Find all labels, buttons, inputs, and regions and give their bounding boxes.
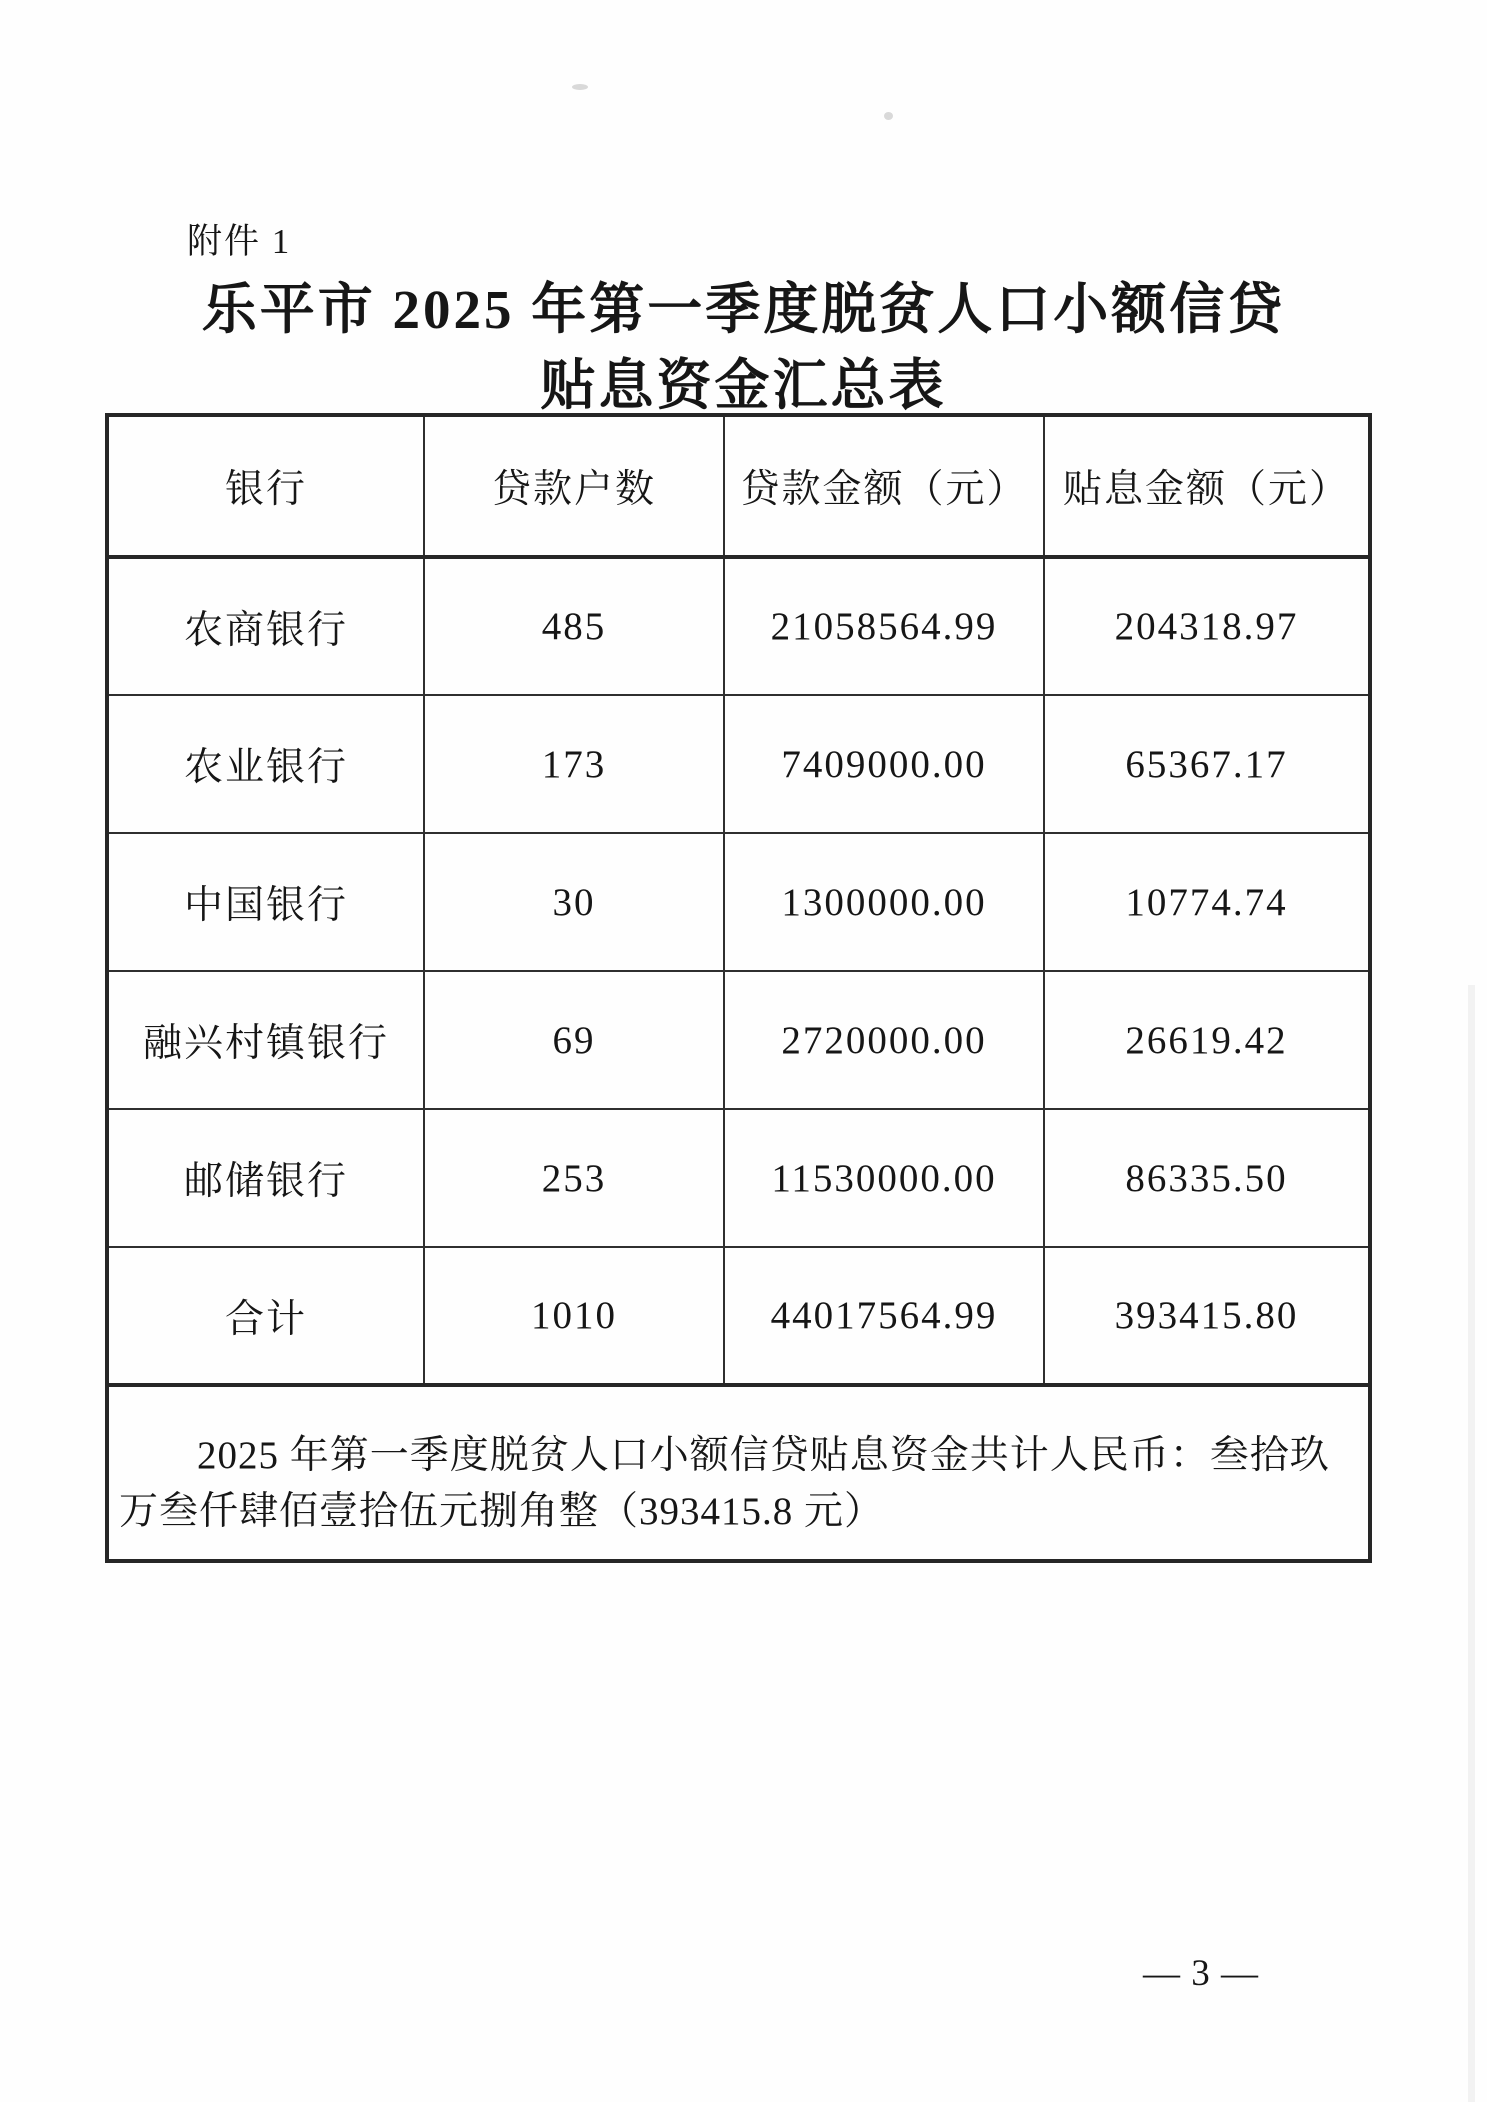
header-loan-amount: 贷款金额（元） xyxy=(724,415,1044,557)
bank-name-cell: 农业银行 xyxy=(107,695,424,833)
scan-artifact xyxy=(1468,985,1475,2102)
footnote-cell xyxy=(107,1385,1370,1561)
table-row xyxy=(107,833,1370,971)
loan-amount-cell: 2720000.00 xyxy=(724,971,1044,1109)
attachment-label: 附件 1 xyxy=(187,222,292,261)
loan-amount-cell: 1300000.00 xyxy=(724,833,1044,971)
subsidy-amount-cell: 86335.50 xyxy=(1044,1109,1370,1247)
total-households-cell: 1010 xyxy=(424,1247,724,1385)
households-cell: 253 xyxy=(424,1109,724,1247)
table-row xyxy=(107,557,1370,695)
households-cell: 69 xyxy=(424,971,724,1109)
scan-artifact xyxy=(572,84,588,90)
table-note-row xyxy=(107,1385,1370,1561)
subsidy-amount-cell: 204318.97 xyxy=(1044,557,1370,695)
subsidy-amount-cell: 26619.42 xyxy=(1044,971,1370,1109)
subsidy-amount-cell: 65367.17 xyxy=(1044,695,1370,833)
subsidy-amount-cell: 10774.74 xyxy=(1044,833,1370,971)
table-total-row xyxy=(107,1247,1370,1385)
total-label-cell: 合计 xyxy=(107,1247,424,1385)
bank-name-cell: 邮储银行 xyxy=(107,1109,424,1247)
total-subsidy-amount-cell: 393415.80 xyxy=(1044,1247,1370,1385)
bank-name-cell: 农商银行 xyxy=(107,557,424,695)
bank-name-cell: 中国银行 xyxy=(107,833,424,971)
title-line-2: 贴息资金汇总表 xyxy=(540,355,947,416)
footnote-text: 2025 年第一季度脱贫人口小额信贷贴息资金共计人民币：叁拾玖万叁仟肆佰壹拾伍元捌角整（393415.8 元） xyxy=(119,1434,1330,1533)
header-loan-households: 贷款户数 xyxy=(424,415,724,557)
header-subsidy-amount: 贴息金额（元） xyxy=(1044,415,1370,557)
households-cell: 30 xyxy=(424,833,724,971)
loan-amount-cell: 7409000.00 xyxy=(724,695,1044,833)
bank-name-cell: 融兴村镇银行 xyxy=(107,971,424,1109)
table-header-row xyxy=(107,415,1370,557)
title-line-1: 乐平市 2025 年第一季度脱贫人口小额信贷 xyxy=(201,279,1286,340)
loan-amount-cell: 11530000.00 xyxy=(724,1109,1044,1247)
table-row xyxy=(107,1109,1370,1247)
households-cell: 173 xyxy=(424,695,724,833)
page-number: — 3 — xyxy=(1143,1953,1259,1994)
table-row xyxy=(107,695,1370,833)
subsidy-summary-table xyxy=(105,413,1372,1563)
loan-amount-cell: 21058564.99 xyxy=(724,557,1044,695)
header-bank: 银行 xyxy=(107,415,424,557)
scan-artifact xyxy=(884,112,893,120)
total-loan-amount-cell: 44017564.99 xyxy=(724,1247,1044,1385)
households-cell: 485 xyxy=(424,557,724,695)
document-title xyxy=(0,272,1487,424)
table-row xyxy=(107,971,1370,1109)
